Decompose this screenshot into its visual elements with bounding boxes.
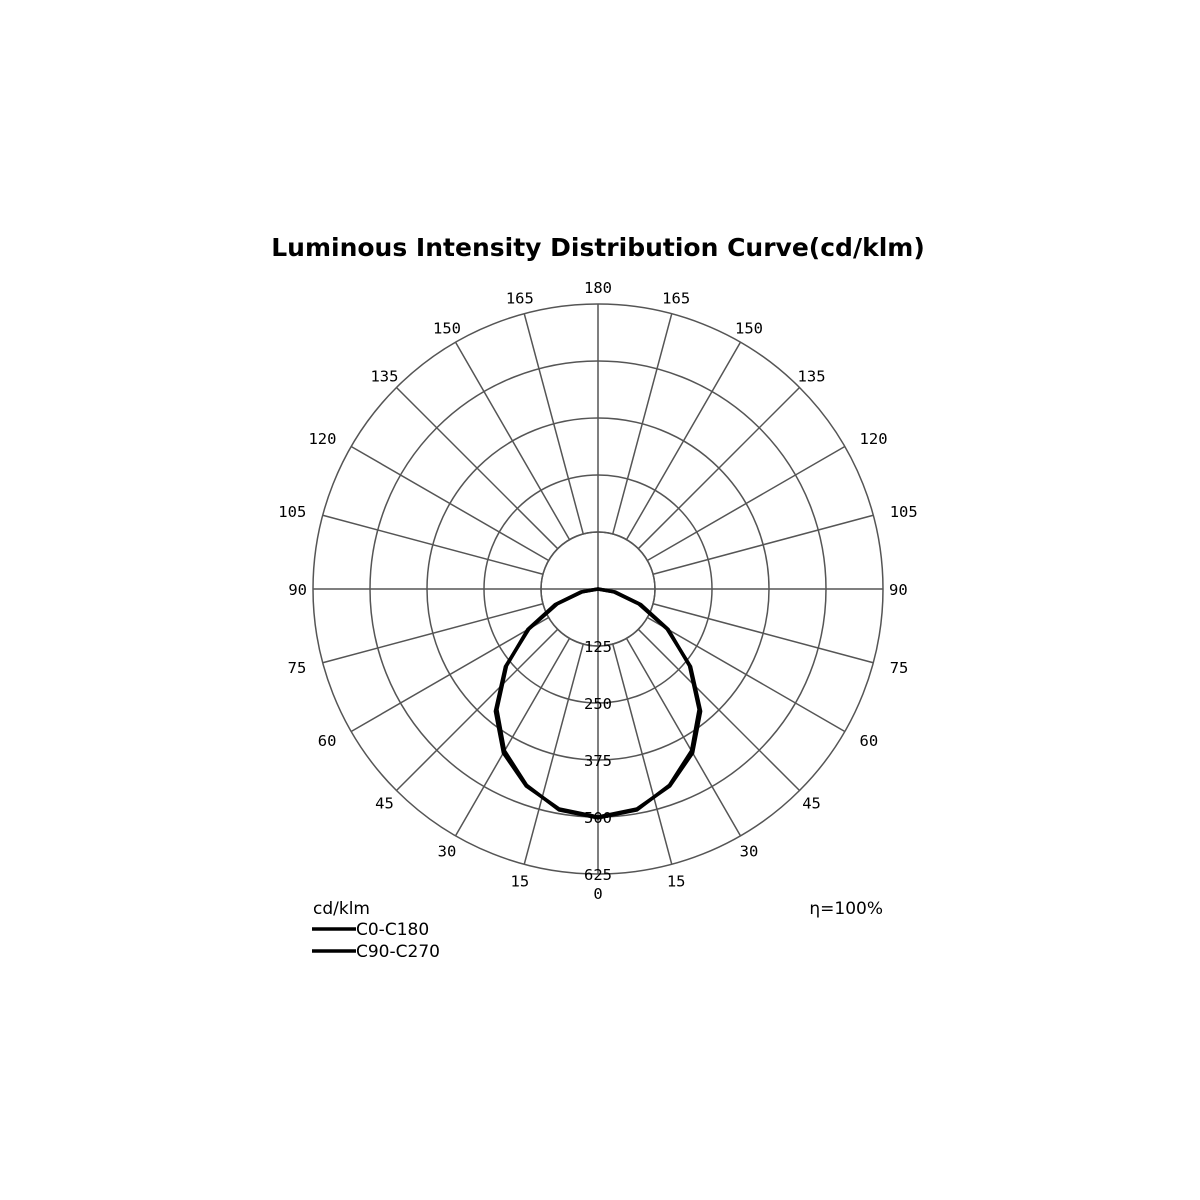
grid-spoke	[396, 387, 557, 548]
grid-spoke	[638, 387, 799, 548]
grid-spoke	[351, 618, 548, 732]
angle-tick-label: 15	[666, 872, 686, 891]
grid-spoke	[524, 644, 583, 864]
angle-tick-label: 75	[889, 659, 909, 678]
angle-tick-label: 75	[287, 659, 307, 678]
efficiency-label: η=100%	[809, 899, 883, 919]
grid-spoke	[647, 618, 844, 732]
angle-tick-label: 165	[662, 289, 691, 308]
radial-tick-label: 625	[584, 866, 612, 884]
grid-spoke	[613, 314, 672, 534]
angle-tick-label: 105	[889, 502, 918, 521]
chart-title: Luminous Intensity Distribution Curve(cd/klm)	[271, 233, 925, 262]
angle-tick-label: 60	[859, 732, 879, 750]
angle-tick-label: 0	[593, 885, 603, 903]
grid-spoke	[396, 629, 557, 790]
angle-tick-label: 135	[370, 367, 399, 386]
angle-tick-label: 105	[278, 502, 307, 521]
angle-tick-label: 150	[433, 319, 461, 338]
grid-spoke	[653, 515, 873, 574]
angle-tick-label: 135	[797, 367, 826, 386]
angle-tick-label: 15	[510, 872, 530, 891]
grid-spoke	[456, 342, 570, 539]
angle-tick-label: 30	[739, 842, 759, 861]
grid-spoke	[627, 342, 741, 539]
grid-spoke	[647, 447, 844, 561]
angle-tick-label: 90	[889, 581, 908, 599]
angle-tick-label: 120	[308, 430, 337, 448]
legend-label: C0-C180	[356, 920, 430, 940]
angle-tick-label: 150	[735, 319, 763, 338]
grid-spoke	[351, 447, 548, 561]
grid-spoke	[613, 644, 672, 864]
angle-tick-label: 30	[437, 842, 457, 861]
radial-tick-label: 250	[584, 695, 612, 713]
angle-tick-label: 90	[288, 581, 307, 599]
angle-tick-label: 45	[375, 794, 394, 813]
grid-spoke	[653, 604, 873, 663]
unit-label: cd/klm	[313, 899, 370, 919]
grid-spoke	[638, 629, 799, 790]
angle-tick-label: 60	[317, 732, 337, 750]
angle-tick-label: 120	[859, 430, 888, 448]
radial-tick-label: 375	[584, 752, 612, 770]
grid-spoke	[323, 515, 543, 574]
grid-spoke	[323, 604, 543, 663]
angle-tick-label: 165	[505, 289, 534, 308]
angle-tick-label: 180	[584, 279, 612, 297]
radial-tick-label: 125	[584, 638, 612, 656]
angle-tick-label: 45	[802, 794, 821, 813]
legend	[312, 920, 440, 962]
legend-label: C90-C270	[356, 942, 440, 962]
radial-tick-label: 500	[584, 809, 612, 827]
grid-spoke	[524, 314, 583, 534]
